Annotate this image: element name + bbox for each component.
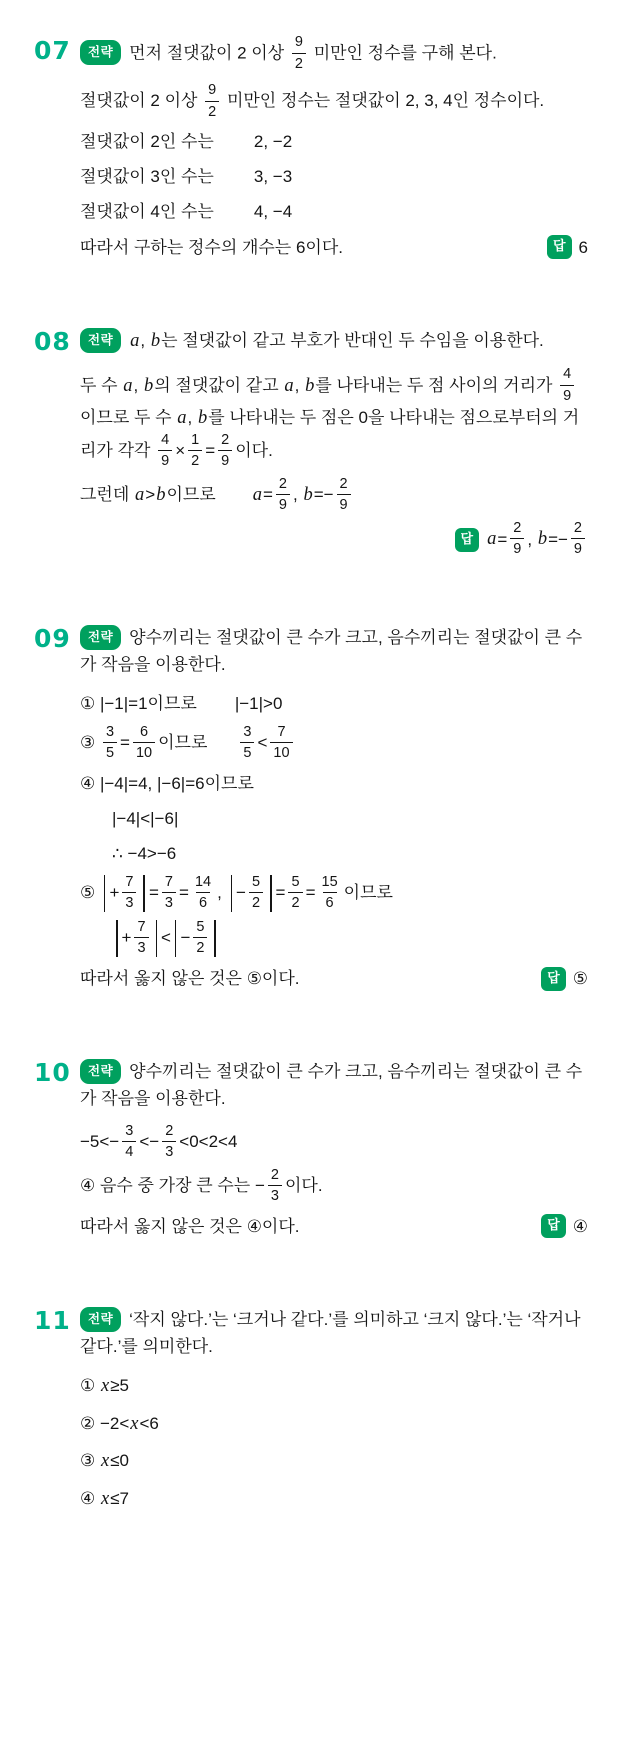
math-variable: a	[135, 485, 145, 506]
fraction-denominator: 3	[162, 892, 176, 911]
fraction-numerator: 9	[208, 82, 217, 98]
math-variable: b	[197, 408, 208, 429]
math-text: ,	[187, 408, 197, 428]
math-text: +	[121, 928, 132, 948]
math-text: ③	[80, 732, 100, 752]
answer-badge: 답	[547, 235, 572, 259]
math-variable: x	[130, 1413, 139, 1434]
math-text: ①	[80, 1376, 100, 1396]
fraction	[188, 433, 202, 469]
fraction-numerator: 3	[105, 723, 115, 740]
fraction	[134, 920, 148, 956]
math-text: ∴ −4>−6	[112, 843, 177, 863]
problem-content	[80, 1058, 588, 1248]
math-text: ≥5	[110, 1376, 129, 1396]
line-content	[80, 774, 254, 793]
line-content	[80, 132, 292, 151]
fraction-numerator: 2	[165, 1122, 174, 1139]
absolute-value-bar	[116, 920, 118, 957]
answer	[541, 1213, 588, 1240]
absolute-value-bar	[231, 875, 233, 912]
math-text: >	[145, 485, 156, 505]
fraction-numerator: 14	[194, 873, 212, 890]
line-content	[112, 809, 178, 828]
line-content	[80, 1489, 129, 1508]
body-line	[80, 840, 588, 867]
math-text: 그런데	[80, 485, 134, 505]
body-line	[80, 1447, 588, 1477]
line-content	[80, 82, 545, 120]
math-text: 양수끼리는 절댓값이 큰 수가 크고, 음수끼리는 절댓값이 큰 수가 작음을 이용한다.	[80, 1062, 583, 1109]
math-text: ≤0	[110, 1451, 129, 1471]
fraction-numerator: 2	[573, 519, 582, 536]
line-content	[80, 1166, 323, 1205]
fraction-numerator: 9	[294, 34, 303, 50]
math-text: ,	[294, 375, 305, 395]
fraction-denominator: 5	[103, 742, 117, 761]
body-line	[80, 368, 588, 470]
math-text: ④ 음수 중 가장 큰 수는 −	[80, 1176, 265, 1196]
math-text: |−4|<|−6|	[112, 808, 179, 828]
line-content	[80, 965, 300, 992]
math-text: 이다.	[284, 1176, 323, 1196]
body-line	[80, 723, 588, 762]
body-line	[80, 1122, 588, 1161]
body-line	[80, 690, 588, 717]
body-line	[80, 920, 588, 957]
math-text: 미만인 정수는 절댓값이 2, 3, 4인 정수이다.	[222, 91, 545, 111]
fraction-denominator: 4	[122, 1141, 136, 1160]
math-text: =	[262, 485, 273, 505]
math-text: |−1|>0	[234, 694, 283, 714]
problem-08	[34, 327, 588, 566]
problem-number: 07	[34, 36, 71, 65]
spacer	[216, 499, 252, 500]
math-text: 2, −2	[253, 132, 293, 151]
answer-badge: 답	[455, 528, 480, 552]
math-text: ② −2<	[80, 1413, 130, 1433]
math-text: =	[497, 530, 508, 550]
math-text: ⑤	[80, 883, 100, 903]
fraction-denominator: 6	[196, 892, 210, 911]
fraction-denominator: 9	[337, 494, 351, 513]
fraction	[205, 83, 219, 119]
math-text: <6	[139, 1413, 159, 1433]
problem-content	[80, 327, 588, 566]
answer-line	[80, 234, 588, 261]
math-text: 를 나타내는 두 점 사이의 거리가	[315, 375, 558, 395]
math-text: ④	[80, 1488, 100, 1508]
fraction-denominator: 2	[249, 892, 263, 911]
math-text: −5<−	[80, 1132, 120, 1152]
fraction-numerator: 7	[277, 723, 286, 740]
fraction-denominator: 3	[162, 1141, 176, 1160]
math-variable: b	[150, 330, 161, 351]
strategy-badge: 전략	[80, 625, 121, 650]
spacer	[197, 708, 235, 709]
math-text: ③	[80, 1451, 100, 1471]
fraction	[193, 920, 207, 956]
math-variable: a	[284, 375, 294, 396]
line-content	[80, 475, 354, 514]
absolute-value-bar	[214, 920, 216, 957]
fraction-numerator: 3	[125, 1122, 134, 1139]
problem-11	[34, 1306, 588, 1523]
spacer	[214, 216, 254, 217]
fraction-numerator: 15	[321, 873, 338, 890]
spacer	[214, 181, 254, 182]
math-variable: a	[177, 408, 187, 429]
line-content	[80, 1376, 129, 1395]
body-line	[80, 1410, 588, 1440]
absolute-value-bar	[104, 875, 106, 912]
line-content	[80, 366, 580, 470]
fraction-denominator: 2	[292, 53, 306, 72]
math-text: +	[109, 883, 120, 903]
math-text: 이므로	[166, 485, 216, 505]
fraction-numerator: 2	[513, 519, 522, 536]
math-text: ×	[175, 441, 186, 461]
math-text: ,	[217, 883, 227, 903]
fraction-denominator: 9	[158, 450, 172, 469]
body-line	[80, 1485, 588, 1515]
math-text: =	[148, 883, 159, 903]
fraction-denominator: 3	[122, 892, 136, 911]
math-text: ‘작지 않다.’는 ‘크거나 같다.’를 의미하고 ‘크지 않다.’는 ‘작거나 같다.’를 의미한다.	[80, 1309, 586, 1356]
fraction-numerator: 5	[251, 873, 261, 890]
fraction-denominator: 9	[560, 385, 574, 404]
fraction-denominator: 9	[276, 494, 290, 513]
strategy-line	[80, 624, 588, 678]
fraction	[571, 521, 585, 557]
fraction-numerator: 2	[278, 475, 287, 492]
problem-number: 11	[34, 1305, 71, 1335]
math-text: −	[236, 883, 246, 903]
answer	[541, 965, 588, 992]
problem-content	[80, 36, 588, 269]
strategy-badge: 전략	[80, 40, 121, 65]
fraction	[162, 1124, 176, 1160]
strategy-line	[80, 1058, 588, 1112]
math-variable: x	[100, 1488, 110, 1509]
math-text: <−	[139, 1132, 160, 1152]
line-content	[80, 234, 343, 261]
math-text: =−	[313, 485, 334, 505]
fraction-numerator: 6	[140, 723, 149, 740]
absolute-value-bar	[156, 920, 158, 957]
answer-line	[80, 965, 588, 992]
problems	[34, 36, 588, 1523]
body-line	[80, 128, 588, 155]
math-variable: x	[100, 1376, 110, 1397]
problem-10	[34, 1058, 588, 1248]
line-content	[80, 1122, 238, 1161]
math-text: =	[120, 732, 130, 752]
fraction	[122, 875, 136, 911]
strategy-line	[80, 1306, 588, 1360]
math-variable: b	[305, 375, 315, 396]
absolute-value-bar	[143, 875, 145, 912]
fraction-numerator: 4	[563, 366, 572, 383]
fraction-denominator: 9	[218, 450, 232, 469]
fraction	[192, 875, 214, 911]
fraction	[268, 1168, 282, 1204]
fraction	[103, 725, 117, 761]
fraction-numerator: 7	[125, 873, 134, 890]
absolute-value-bar	[175, 920, 177, 957]
math-text: 이므로	[343, 883, 393, 903]
math-text: ,	[527, 530, 537, 550]
math-text: 따라서 구하는 정수의 개수는 6이다.	[80, 237, 343, 257]
math-text: ,	[133, 375, 143, 395]
fraction-denominator: 2	[188, 450, 202, 469]
math-variable: b	[144, 375, 154, 396]
fraction	[158, 433, 172, 469]
fraction	[162, 875, 176, 911]
fraction	[510, 521, 524, 557]
fraction-denominator: 2	[193, 937, 207, 956]
math-text: 이므로	[158, 732, 208, 752]
math-text: ① |−1|=1이므로	[80, 694, 197, 714]
math-text: ≤7	[110, 1488, 129, 1508]
fraction-denominator: 9	[571, 538, 585, 557]
problem-number: 08	[34, 326, 71, 356]
math-text: 는 절댓값이 같고 부호가 반대인 두 수임을 이용한다.	[161, 330, 544, 350]
fraction-numerator: 4	[161, 431, 170, 448]
math-text: 따라서 옳지 않은 것은 ⑤이다.	[80, 969, 300, 989]
fraction-denominator: 9	[510, 538, 524, 557]
body-line	[80, 84, 588, 120]
math-variable: b	[303, 485, 313, 506]
body-line	[80, 1166, 588, 1205]
fraction-denominator: 2	[288, 892, 302, 911]
fraction-denominator: 2	[205, 101, 219, 120]
answer-line	[80, 519, 588, 558]
math-text: 의 절댓값이 같고	[154, 375, 284, 395]
math-text: ⑤	[572, 969, 588, 989]
math-text: 절댓값이 2인 수는	[80, 132, 214, 151]
math-text: ,	[140, 330, 150, 350]
fraction-numerator: 2	[270, 1166, 279, 1183]
math-text: −	[180, 928, 191, 948]
fraction	[270, 725, 292, 761]
fraction-denominator: 5	[240, 742, 254, 761]
fraction	[240, 725, 254, 761]
fraction-denominator: 3	[268, 1185, 282, 1204]
line-content	[80, 873, 393, 912]
math-variable: a	[130, 330, 140, 351]
math-variable: a	[252, 485, 262, 506]
fraction	[133, 725, 155, 761]
strategy-badge: 전략	[80, 1059, 121, 1084]
fraction-numerator: 2	[339, 475, 348, 492]
fraction-numerator: 7	[137, 918, 146, 935]
math-text: =	[305, 883, 316, 903]
fraction	[337, 477, 351, 513]
math-text: ④	[572, 1216, 588, 1236]
absolute-value-bar	[270, 875, 272, 912]
math-variable: a	[123, 375, 133, 396]
math-text: 3, −3	[253, 167, 293, 187]
line-content	[80, 1451, 129, 1470]
line-content	[80, 202, 292, 221]
spacer	[214, 146, 254, 147]
math-text: 6	[578, 237, 588, 257]
body-line	[80, 198, 588, 225]
math-text: 절댓값이 4인 수는	[80, 202, 214, 222]
math-variable: b	[156, 485, 166, 506]
problem-09	[34, 624, 588, 1000]
fraction-denominator: 10	[133, 742, 155, 761]
math-text: =	[205, 441, 216, 461]
line-content	[112, 918, 220, 957]
math-text: 먼저 절댓값이 2 이상	[129, 43, 289, 63]
fraction-denominator: 10	[270, 742, 292, 761]
fraction-numerator: 2	[221, 431, 230, 448]
math-text: <	[161, 928, 171, 948]
body-line	[80, 475, 588, 514]
problem-number: 10	[34, 1058, 71, 1088]
fraction	[122, 1124, 136, 1160]
fraction-denominator: 3	[134, 937, 148, 956]
math-text: 절댓값이 3인 수는	[80, 167, 214, 187]
answer	[455, 519, 588, 558]
math-text: =	[275, 883, 286, 903]
fraction-numerator: 1	[191, 431, 200, 448]
body-line	[80, 163, 588, 190]
strategy-badge: 전략	[80, 328, 121, 353]
fraction-numerator: 7	[164, 873, 173, 890]
math-text: 따라서 옳지 않은 것은 ④이다.	[80, 1216, 300, 1236]
fraction	[319, 875, 341, 911]
math-text: 이므로 두 수	[80, 408, 177, 428]
strategy-badge: 전략	[80, 1307, 121, 1332]
problem-content	[80, 1306, 588, 1523]
strategy-line	[80, 36, 588, 72]
fraction	[218, 433, 232, 469]
body-line	[80, 770, 588, 797]
math-text: =	[179, 883, 189, 903]
problem-content	[80, 624, 588, 1000]
math-text: <0<2<4	[179, 1132, 238, 1152]
problem-07	[34, 36, 588, 269]
line-content	[80, 694, 282, 713]
math-variable: x	[100, 1451, 110, 1472]
line-content	[80, 1213, 300, 1240]
math-text: 절댓값이 2 이상	[80, 91, 203, 111]
math-text: <	[257, 732, 268, 752]
math-text: 4, −4	[253, 202, 293, 222]
line-content	[112, 844, 176, 863]
strategy-line	[80, 327, 588, 357]
answer-badge: 답	[541, 967, 566, 991]
answer-line	[80, 1213, 588, 1240]
line-content	[80, 1414, 159, 1433]
fraction	[292, 35, 306, 71]
math-text: =−	[548, 530, 568, 550]
body-line	[80, 805, 588, 832]
answer-badge: 답	[541, 1214, 566, 1238]
math-text: 를 나타내는 두 점은 0을 나타내는 점으로부터의 거리가 각각	[80, 408, 580, 461]
fraction	[249, 875, 263, 911]
math-text: 양수끼리는 절댓값이 큰 수가 크고, 음수끼리는 절댓값이 큰 수가 작음을 이용한다.	[80, 627, 583, 675]
fraction-denominator: 6	[323, 892, 337, 911]
fraction	[560, 367, 574, 403]
math-variable: a	[487, 529, 497, 550]
math-variable: b	[537, 529, 548, 550]
fraction	[288, 875, 302, 911]
line-content	[80, 167, 292, 186]
math-text: 이다.	[235, 441, 273, 461]
spacer	[207, 747, 237, 748]
math-text: ,	[292, 485, 303, 505]
fraction-numerator: 5	[196, 918, 205, 935]
body-line	[80, 1372, 588, 1402]
fraction-numerator: 3	[243, 723, 252, 740]
line-content	[80, 723, 296, 761]
math-text: 두 수	[80, 375, 123, 395]
math-text: ④ |−4|=4, |−6|=6이므로	[80, 773, 254, 793]
math-text: 미만인 정수를 구해 본다.	[308, 43, 497, 63]
body-line	[80, 875, 588, 912]
answer	[547, 234, 588, 261]
fraction-numerator: 5	[291, 873, 300, 890]
fraction	[276, 477, 290, 513]
problem-number: 09	[34, 623, 71, 653]
